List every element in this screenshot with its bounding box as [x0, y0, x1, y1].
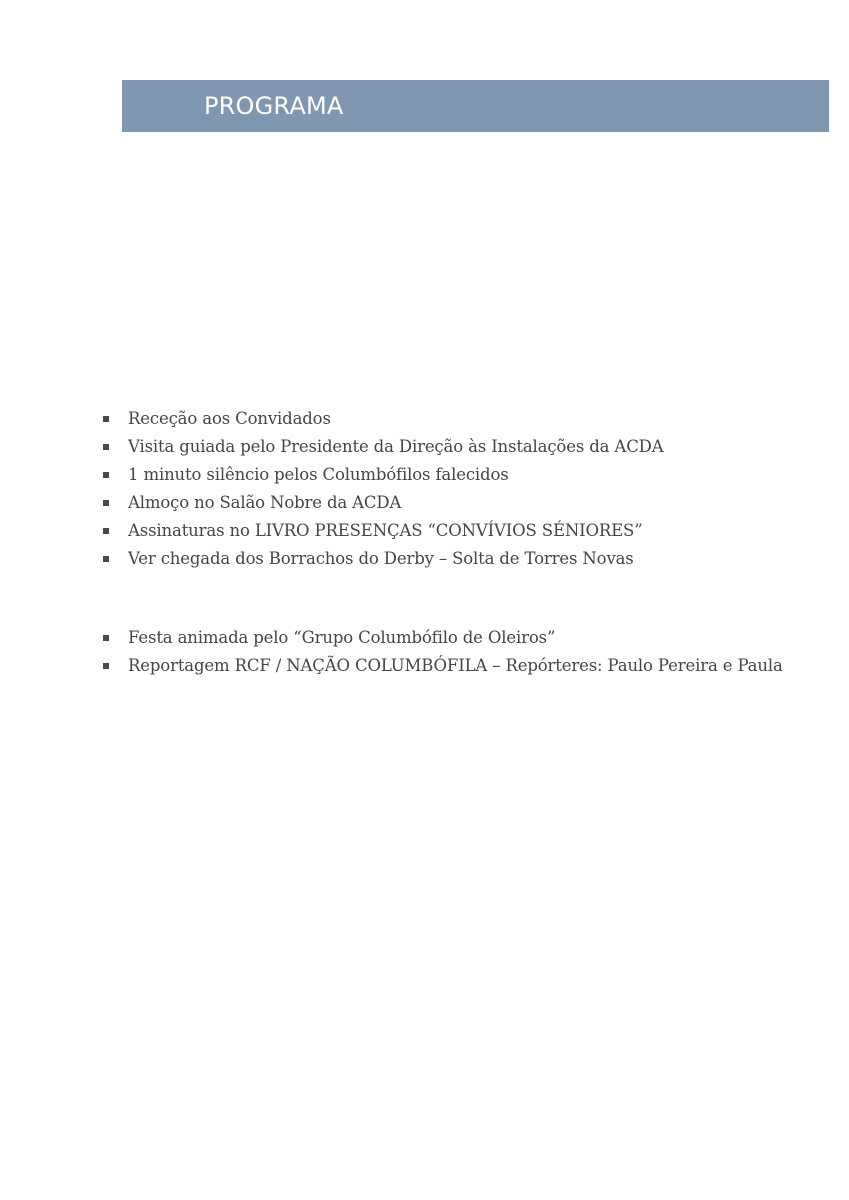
program-item-text: Visita guiada pelo Presidente da Direção às Instalações da ACDA — [128, 437, 664, 456]
program-item-text: Festa animada pelo “Grupo Columbófilo de Oleiros” — [128, 628, 556, 647]
square-bullet-icon — [103, 444, 109, 450]
square-bullet-icon — [103, 416, 109, 422]
square-bullet-icon — [103, 556, 109, 562]
square-bullet-icon — [103, 635, 109, 641]
square-bullet-icon — [103, 500, 109, 506]
program-item-text: Assinaturas no LIVRO PRESENÇAS “CONVÍVIOS SÉNIORES” — [128, 521, 643, 540]
square-bullet-icon — [103, 528, 109, 534]
program-item-text: Receção aos Convidados — [128, 409, 331, 428]
section-header-band — [122, 80, 829, 132]
program-item-text: Almoço no Salão Nobre da ACDA — [128, 493, 402, 512]
section-title: PROGRAMA — [204, 92, 344, 120]
square-bullet-icon — [103, 472, 109, 478]
program-item-text: Ver chegada dos Borrachos do Derby – Solta de Torres Novas — [128, 549, 634, 568]
square-bullet-icon — [103, 663, 109, 669]
program-item-text: Reportagem RCF / NAÇÃO COLUMBÓFILA – Repórteres: Paulo Pereira e Paula — [128, 656, 783, 675]
program-item-text: 1 minuto silêncio pelos Columbófilos falecidos — [128, 465, 509, 484]
